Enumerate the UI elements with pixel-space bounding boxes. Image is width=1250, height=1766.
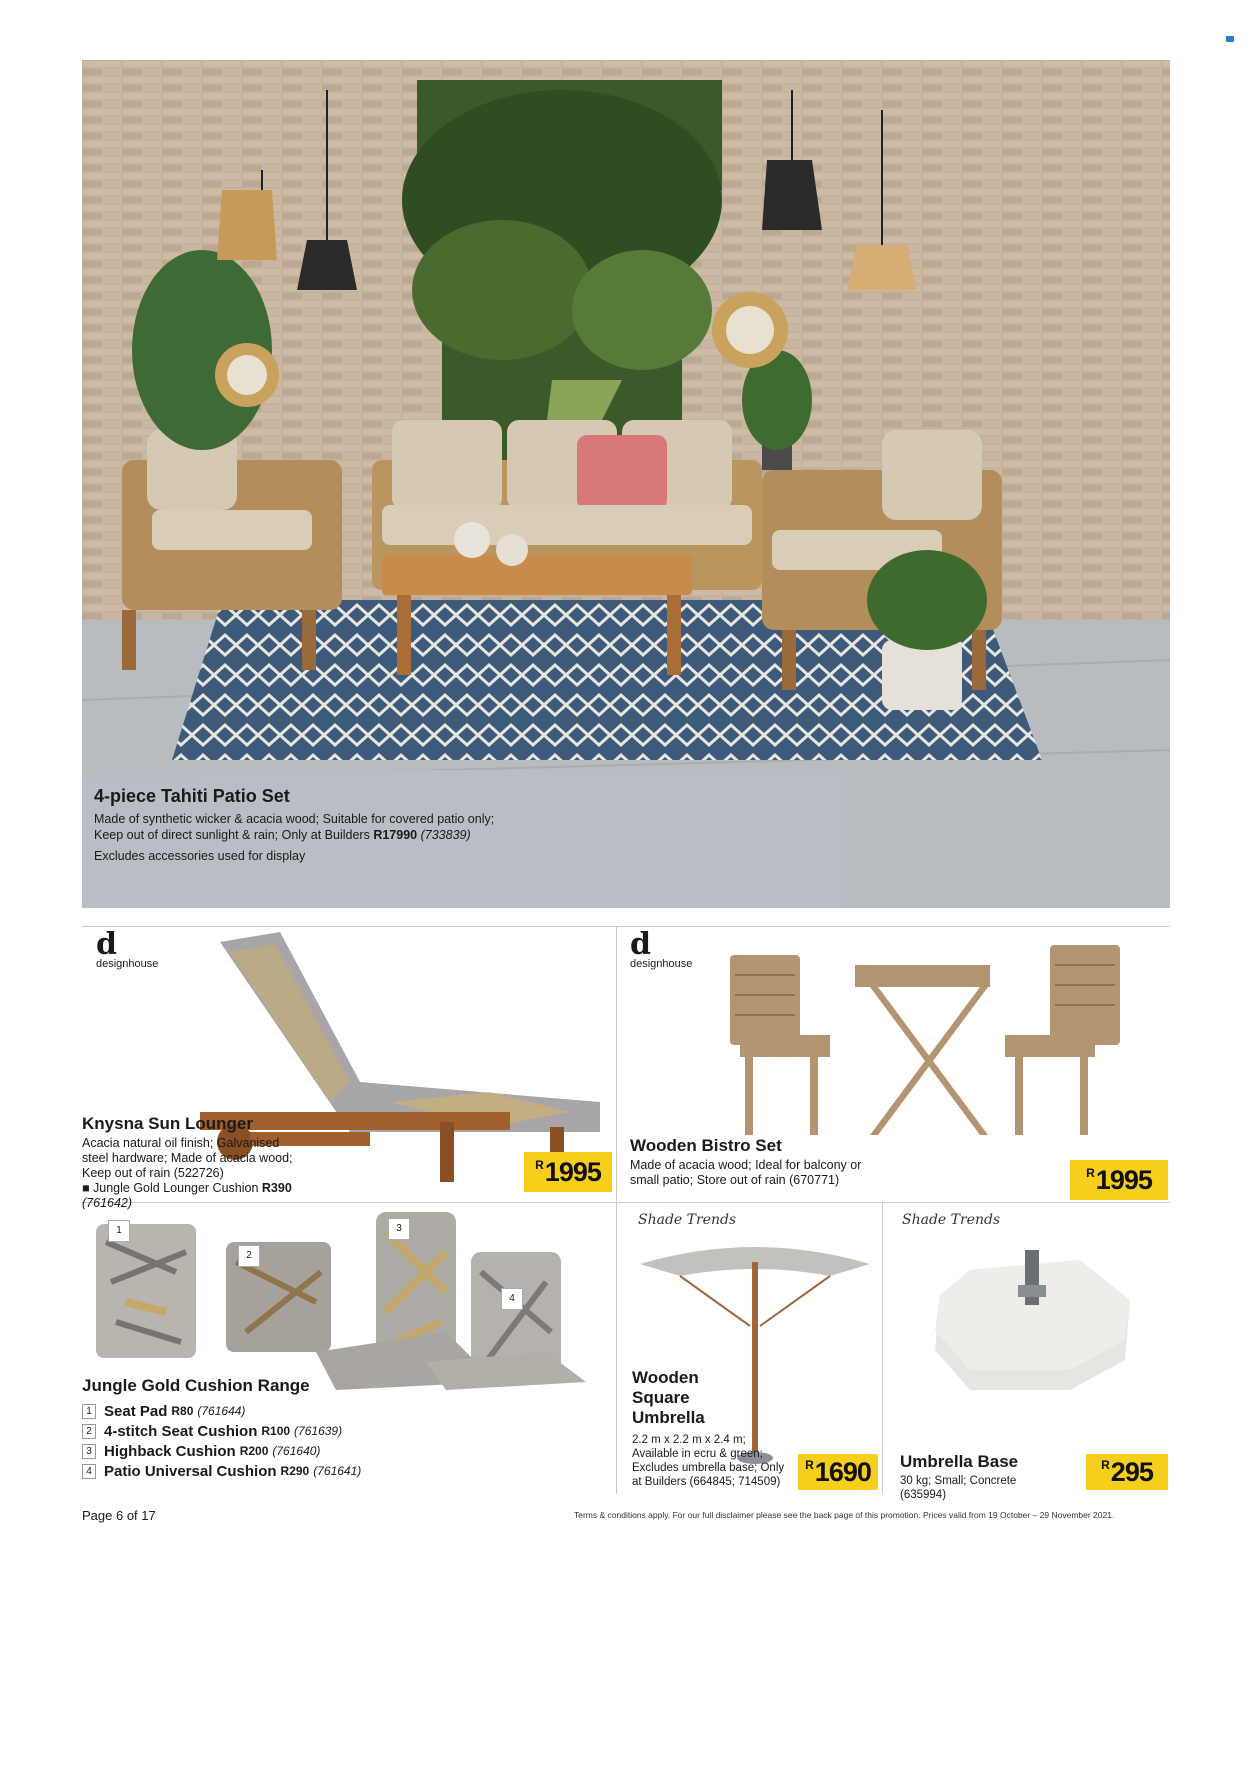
badge-3: 3 [388,1218,410,1240]
umbrella-base-image [930,1250,1150,1400]
umbrella-image [630,1236,880,1466]
item-name: Patio Universal Cushion [104,1462,277,1480]
umbrella-title-line-1: Wooden [632,1368,699,1387]
bistro-desc-line-2: small patio; Store out of rain (670771) [630,1173,840,1187]
designhouse-logo [96,927,159,970]
designhouse-logo-2 [630,927,693,970]
item-code: (761640) [272,1444,321,1458]
item-num: 2 [82,1424,96,1439]
badge-1: 1 [108,1220,130,1242]
bistro-price-currency: R [1086,1166,1095,1180]
cushion-range-image [86,1212,610,1390]
hero-line-1: Made of synthetic wicker & acacia wood; Suitable for covered patio only; [94,812,495,826]
cushions-title: Jungle Gold Cushion Range [82,1376,310,1395]
hero-code: (733839) [420,828,471,842]
item-price: R100 [261,1424,291,1438]
base-desc-line-2: (635994) [900,1489,947,1501]
bistro-desc-line-1: Made of acacia wood; Ideal for balcony or [630,1158,862,1172]
bistro-price-tag [1070,1160,1168,1200]
item-num: 1 [82,1404,96,1419]
list-item [82,1421,361,1441]
divider-mid-bottom-2 [882,1202,883,1494]
lounger-desc-line-2: steel hardware; Made of acacia wood; [82,1151,293,1165]
umbrella-desc-line-1: 2.2 m x 2.2 m x 2.4 m; [632,1434,746,1446]
hero-title: 4-piece Tahiti Patio Set [94,786,290,806]
cushion-list [82,1401,361,1481]
bistro-desc [630,1158,861,1188]
lounger-title: Knysna Sun Lounger [82,1114,253,1133]
hero-line-2 [94,827,814,843]
badge-2: 2 [238,1245,260,1267]
page-number: Page 6 of 17 [82,1508,156,1523]
logo-word: designhouse [96,958,159,970]
item-code: (761641) [313,1464,362,1478]
hero-caption [94,786,814,863]
lounger-addon [82,1181,293,1196]
logo-word-2: designhouse [630,958,693,970]
list-item [82,1461,361,1481]
umbrella-price-tag [798,1454,878,1490]
lounger-price-currency: R [535,1158,544,1172]
lounger-price-tag [524,1152,612,1192]
divider-mid-top [616,926,617,1201]
umbrella-desc-line-3: Excludes umbrella base; Only [632,1462,785,1474]
logo-mark: d [96,927,115,962]
lounger-desc-line-3: Keep out of rain (522726) [82,1166,224,1180]
list-item [82,1441,361,1461]
item-name: Highback Cushion [104,1442,236,1460]
hero-price: R17990 [373,828,418,842]
terms-text: Terms & conditions apply. For our full disclaimer please see the back page of this promotion. Prices valid from 19 October – 29 November 2021. [574,1510,1115,1520]
hero-line-3: Excludes accessories used for display [94,849,306,863]
bistro-set-image [720,935,1140,1145]
item-price: R80 [171,1404,194,1418]
umbrella-title-line-3: Umbrella [632,1408,705,1427]
umbrella-desc [632,1433,784,1489]
shade-trends-logo: Shade Trends [638,1212,737,1228]
lounger-desc [82,1136,293,1211]
divider-top [82,926,1170,927]
base-desc-line-1: 30 kg; Small; Concrete [900,1475,1017,1487]
lounger-addon-price: R390 [261,1181,292,1195]
umbrella-title [632,1368,705,1428]
hero-image [82,60,1170,908]
umbrella-price: 1690 [814,1456,871,1487]
lounger-desc-line-1: Acacia natural oil finish; Galvanised [82,1136,280,1150]
list-item [82,1401,361,1421]
bistro-title: Wooden Bistro Set [630,1136,782,1155]
item-name: Seat Pad [104,1402,168,1420]
lounger-price: 1995 [544,1156,601,1187]
patio-scene-illustration [82,60,1170,908]
lounger-addon-label: ■ Jungle Gold Lounger Cushion [82,1181,262,1195]
umbrella-title-line-2: Square [632,1388,690,1407]
item-price: R290 [280,1464,310,1478]
umbrella-price-currency: R [805,1458,814,1472]
corner-mark [1226,36,1234,42]
base-title: Umbrella Base [900,1452,1019,1471]
lounger-addon-code: (761642) [82,1196,133,1210]
umbrella-desc-line-4: at Builders (664845; 714509) [632,1476,781,1488]
divider-mid-bottom-1 [616,1202,617,1494]
item-code: (761644) [197,1404,246,1418]
base-price: 295 [1110,1456,1153,1487]
bistro-price: 1995 [1095,1164,1152,1195]
shade-trends-logo-2: Shade Trends [902,1212,1001,1228]
badge-4: 4 [501,1288,523,1310]
item-num: 3 [82,1444,96,1459]
logo-mark-2: d [630,927,649,962]
base-price-currency: R [1101,1458,1110,1472]
item-name: 4-stitch Seat Cushion [104,1422,258,1440]
item-code: (761639) [294,1424,343,1438]
base-price-tag [1086,1454,1168,1490]
item-price: R200 [239,1444,269,1458]
item-num: 4 [82,1464,96,1479]
hero-line-2-text: Keep out of direct sunlight & rain; Only at Builders [94,828,374,842]
umbrella-desc-line-2: Available in ecru & green; [632,1448,763,1460]
base-desc [900,1474,1016,1502]
